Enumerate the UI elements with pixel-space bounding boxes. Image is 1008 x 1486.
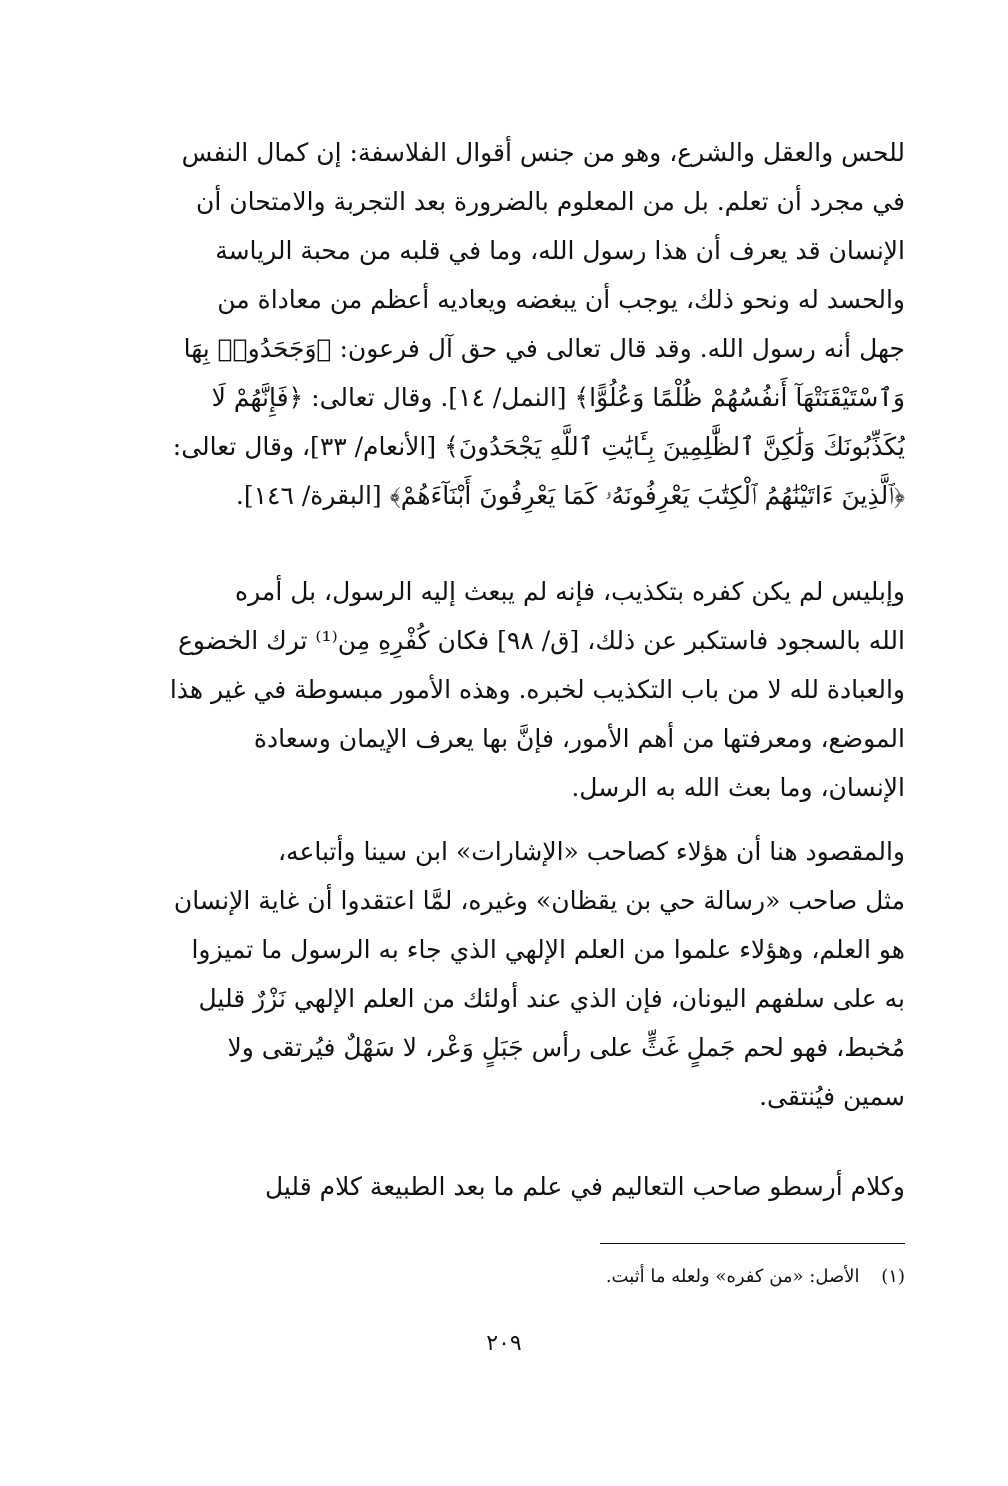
paragraph-line: الموضع، ومعرفتها من أهم الأمور، فإنَّ بها يعرف الإيمان وسعادة bbox=[253, 724, 905, 753]
paragraph-line: وإبليس لم يكن كفره بتكذيب، فإنه لم يبعث إليه الرسول، بل أمره bbox=[235, 577, 905, 606]
paragraph-line: هو العلم، وهؤلاء علموا من العلم الإلهي الذي جاء به الرسول ما تميزوا bbox=[191, 935, 905, 964]
footnote-number: (١) bbox=[881, 1266, 905, 1287]
paragraph-3 bbox=[125, 827, 905, 1121]
quran-verse-line: ﴿ٱلَّذِينَ ءَاتَيْنَٰهُمُ ٱلْكِتَٰبَ يَعْرِفُونَهُۥ كَمَا يَعْرِفُونَ أَبْنَآءَهُمْ﴾ [البقرة/ ١٤٦]. bbox=[235, 481, 905, 510]
footnote-text: الأصل: «من كفره» ولعله ما أثبت. bbox=[605, 1266, 860, 1287]
paragraph-line: سمين فيُنتقى. bbox=[759, 1082, 905, 1111]
quran-verse-line: يُكَذِّبُونَكَ وَلَٰكِنَّ ٱلظَّٰلِمِينَ بِـَٔايَٰتِ ٱللَّهِ يَجْحَدُونَ﴾ [الأنعام/ ٣٣]، وقال تعالى: bbox=[172, 432, 905, 461]
page-number: ٢٠٩ bbox=[486, 1331, 522, 1356]
paragraph-line: الإنسان، وما بعث الله به الرسل. bbox=[571, 773, 905, 802]
paragraph-line: مُخبط، فهو لحم جَملٍ غَثٍّ على رأس جَبَلٍ وَعْر، لا سَهْلٌ فيُرتقى ولا bbox=[227, 1033, 905, 1062]
paragraph-line: للحس والعقل والشرع، وهو من جنس أقوال الفلاسفة: إن كمال النفس bbox=[181, 138, 905, 167]
quran-verse-line: وَٱسْتَيْقَنَتْهَآ أَنفُسُهُمْ ظُلْمًا وَعُلُوًّا﴾ [النمل/ ١٤]. وقال تعالى: ﴿فَإِنَّهُمْ لَا bbox=[211, 383, 905, 412]
paragraph-line: وكلام أرسطو صاحب التعاليم في علم ما بعد الطبيعة كلام قليل bbox=[264, 1172, 905, 1201]
footnote bbox=[125, 1262, 905, 1292]
paragraph-line: مثل صاحب «رسالة حي بن يقظان» وغيره، لمَّا اعتقدوا أن غاية الإنسان bbox=[173, 886, 905, 915]
paragraph-2 bbox=[125, 567, 905, 812]
paragraph-line: في مجرد أن تعلم. بل من المعلوم بالضرورة بعد التجربة والامتحان أن bbox=[196, 187, 905, 216]
footnote-separator bbox=[600, 1243, 905, 1244]
paragraph-line: والعبادة لله لا من باب التكذيب لخبره. وهذه الأمور مبسوطة في غير هذا bbox=[169, 675, 905, 704]
paragraph-line: به على سلفهم اليونان، فإن الذي عند أولئك من العلم الإلهي نَزْرٌ قليل bbox=[198, 984, 905, 1013]
paragraph-1 bbox=[125, 128, 905, 520]
paragraph-line: والمقصود هنا أن هؤلاء كصاحب «الإشارات» ابن سينا وأتباعه، bbox=[277, 837, 905, 866]
paragraph-line: الإنسان قد يعرف أن هذا رسول الله، وما في قلبه من محبة الرياسة bbox=[215, 236, 905, 265]
paragraph-4 bbox=[125, 1162, 905, 1211]
paragraph-line: جهل أنه رسول الله. وقد قال تعالى في حق آل فرعون: ﴿وَجَحَدُوا۟ بِهَا bbox=[183, 334, 905, 363]
paragraph-line: الله بالسجود فاستكبر عن ذلك، [ق/ ٩٨] فكان كُفْرِهِ مِن⁽¹⁾ ترك الخضوع bbox=[177, 626, 905, 655]
paragraph-line: والحسد له ونحو ذلك، يوجب أن يبغضه ويعاديه أعظم من معاداة من bbox=[217, 285, 905, 314]
